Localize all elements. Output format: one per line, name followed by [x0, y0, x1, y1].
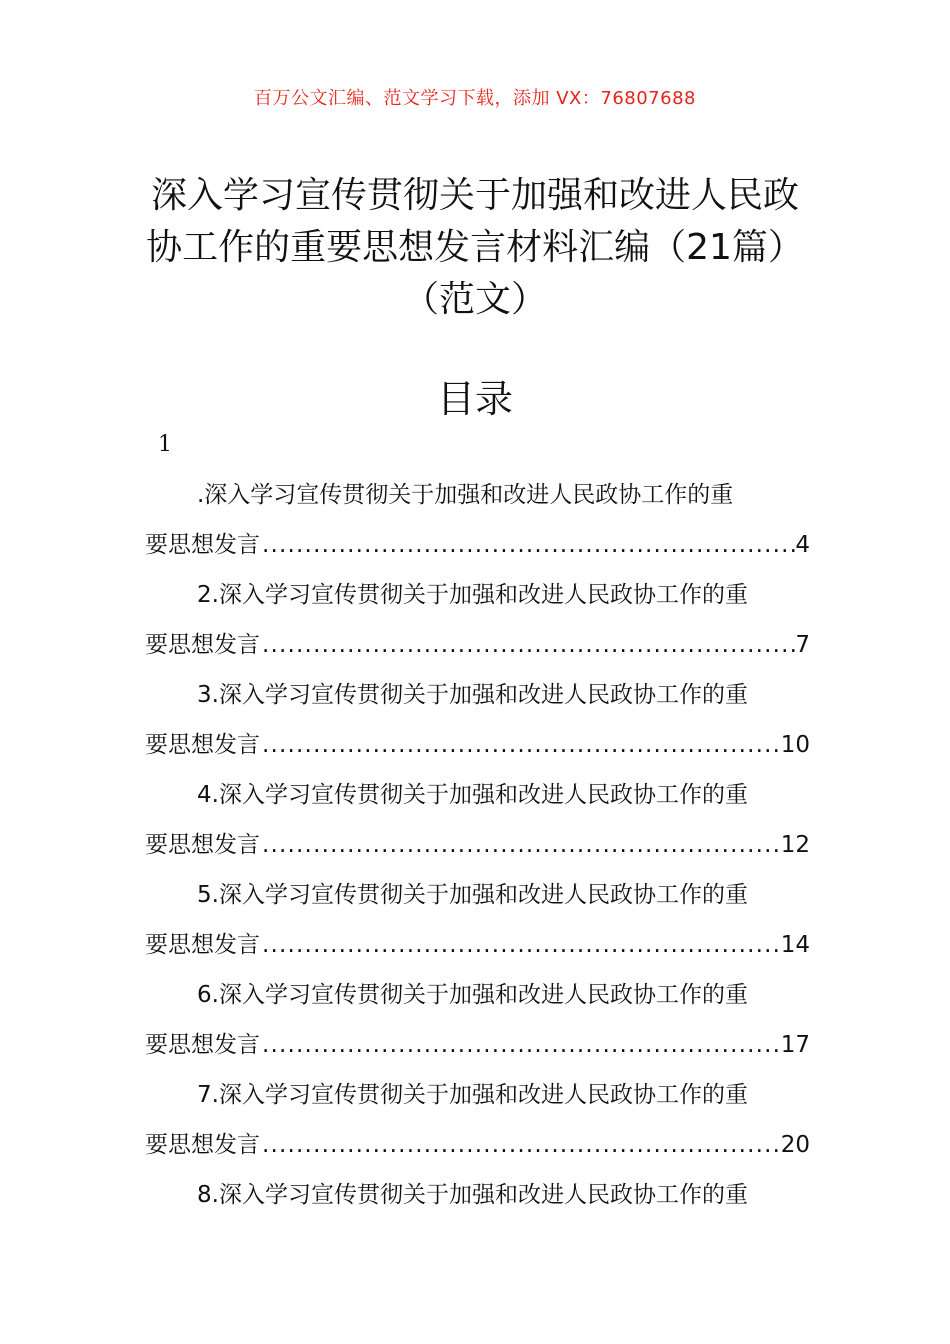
toc-entry[interactable]	[145, 1070, 810, 1170]
toc-entry-title-tail: 要思想发言	[145, 632, 260, 658]
toc-entry-continuation	[145, 720, 810, 770]
toc-entry-title-tail: 要思想发言	[145, 832, 260, 858]
toc-entry[interactable]	[145, 470, 810, 570]
toc-entry[interactable]	[145, 870, 810, 970]
toc-dot-leader	[260, 920, 781, 970]
title-line-1: 深入学习宣传贯彻关于加强和改进人民政	[150, 175, 799, 216]
toc-entry-title: 7.深入学习宣传贯彻关于加强和改进人民政协工作的重	[197, 1082, 748, 1108]
toc-page-number: 20	[780, 1132, 810, 1158]
toc-entry-title: 2.深入学习宣传贯彻关于加强和改进人民政协工作的重	[197, 582, 748, 608]
toc-page-number: 14	[780, 932, 810, 958]
toc-entry[interactable]	[145, 970, 810, 1070]
toc-entry-continuation	[145, 1120, 810, 1170]
header-note: 百万公文汇编、范文学习下载，添加 VX：76807688	[254, 88, 696, 109]
toc-entry-continuation	[145, 620, 810, 670]
toc-entry[interactable]	[145, 670, 810, 770]
toc-entry-continuation	[145, 820, 810, 870]
toc-list	[145, 470, 810, 1220]
title-line-2: 协工作的重要思想发言材料汇编（21篇）	[146, 227, 804, 268]
toc-entry-title-tail: 要思想发言	[145, 932, 260, 958]
toc-entry-title: 3.深入学习宣传贯彻关于加强和改进人民政协工作的重	[197, 682, 748, 708]
toc-entry-continuation	[145, 520, 810, 570]
toc-entry-title: 8.深入学习宣传贯彻关于加强和改进人民政协工作的重	[197, 1182, 748, 1208]
toc-dot-leader	[260, 820, 781, 870]
document-title	[110, 170, 840, 326]
toc-entry-continuation	[145, 1020, 810, 1070]
toc-entry-continuation	[145, 920, 810, 970]
toc-page-number: 10	[780, 732, 810, 758]
toc-page-number: 12	[780, 832, 810, 858]
toc-entry[interactable]	[145, 1170, 810, 1220]
title-line-3: （范文）	[402, 279, 547, 320]
toc-dot-leader	[260, 720, 781, 770]
toc-entry[interactable]	[145, 570, 810, 670]
toc-dot-leader	[260, 520, 795, 570]
toc-entry-title: 5.深入学习宣传贯彻关于加强和改进人民政协工作的重	[197, 882, 748, 908]
toc-dot-leader	[260, 1020, 781, 1070]
toc-entry-title: 6.深入学习宣传贯彻关于加强和改进人民政协工作的重	[197, 982, 748, 1008]
toc-entry-title-tail: 要思想发言	[145, 732, 260, 758]
toc-page-number: 17	[780, 1032, 810, 1058]
toc-entry-title-tail: 要思想发言	[145, 1032, 260, 1058]
toc-page-number: 7	[795, 632, 810, 658]
toc-heading: 目录	[436, 377, 513, 421]
toc-stray-number: 1	[158, 432, 172, 457]
toc-entry[interactable]	[145, 770, 810, 870]
toc-page-number: 4	[795, 532, 810, 558]
toc-dot-leader	[260, 1120, 781, 1170]
toc-entry-title-tail: 要思想发言	[145, 532, 260, 558]
toc-entry-title-tail: 要思想发言	[145, 1132, 260, 1158]
toc-entry-title: 4.深入学习宣传贯彻关于加强和改进人民政协工作的重	[197, 782, 748, 808]
toc-entry-title: .深入学习宣传贯彻关于加强和改进人民政协工作的重	[197, 482, 734, 508]
toc-dot-leader	[260, 620, 795, 670]
